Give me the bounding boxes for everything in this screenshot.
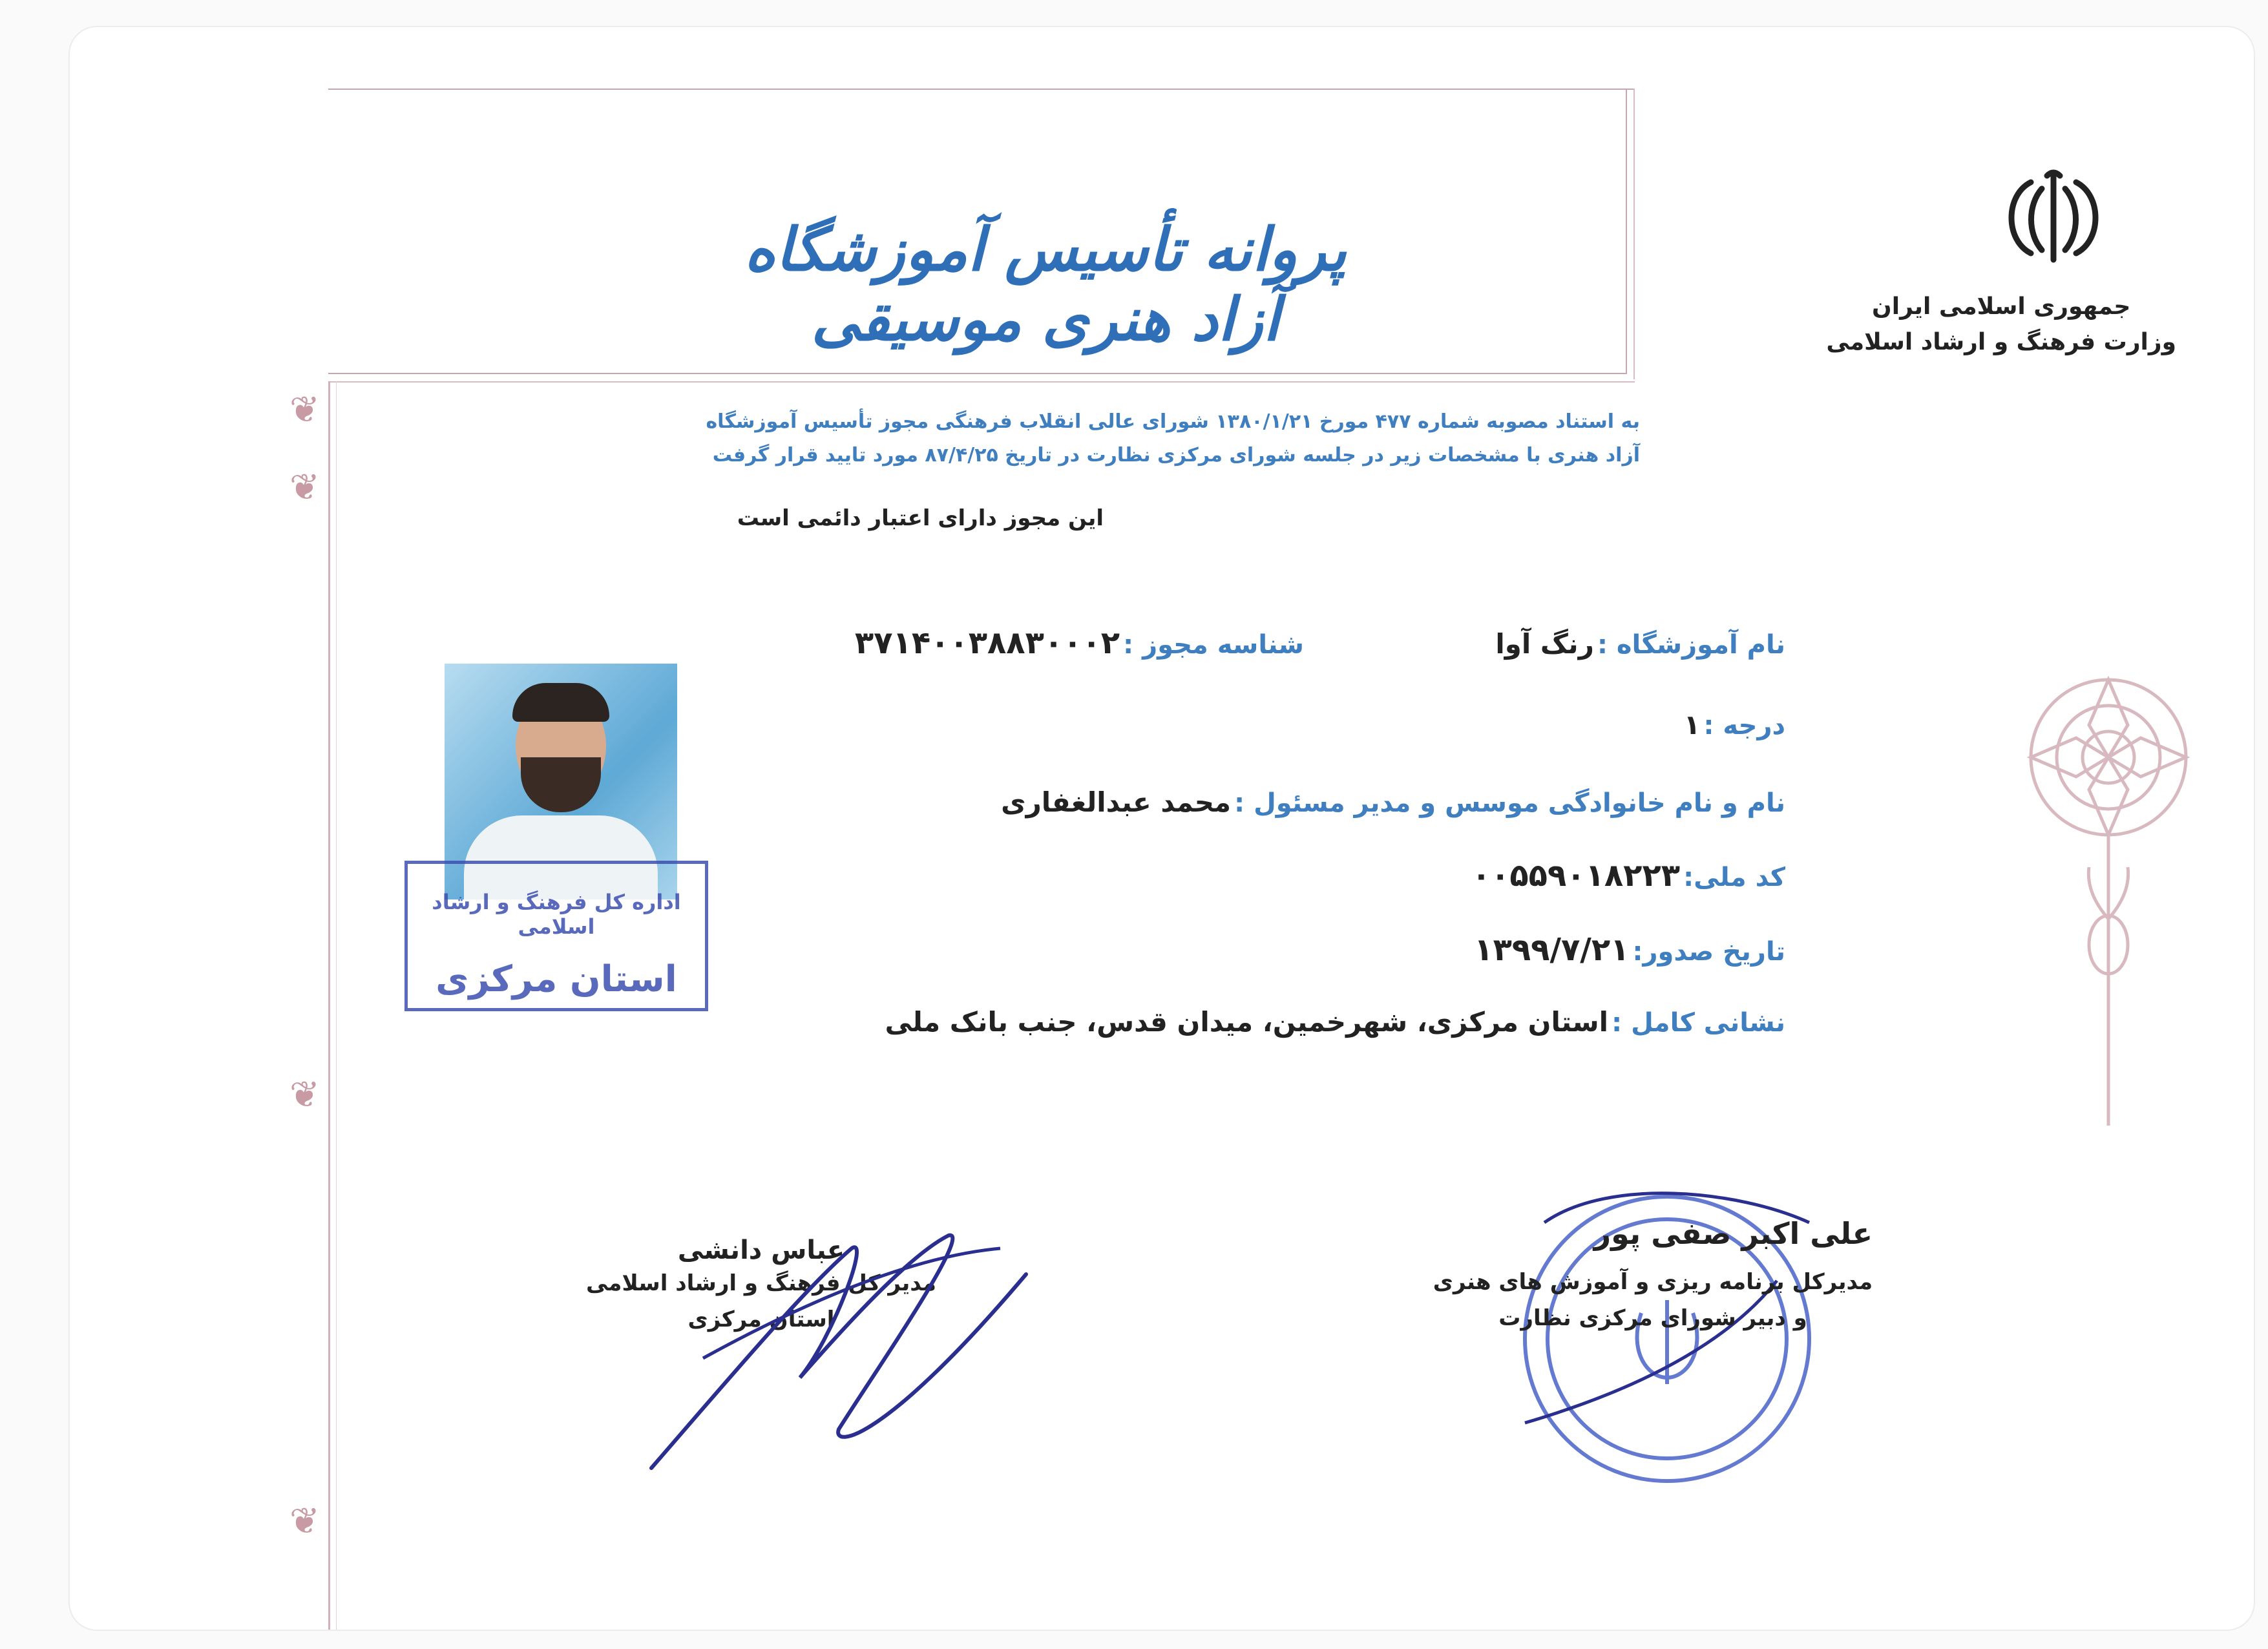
frame-ornament: ❦ [289,467,320,509]
license-id-label: شناسه مجوز : [1123,630,1304,660]
issue-date-field [1474,932,1785,968]
frame-line [328,381,330,1630]
frame-ornament: ❦ [289,1500,320,1542]
national-code-field [1472,857,1785,894]
national-code-label: کد ملی: [1683,863,1785,892]
frame-line [328,381,1635,383]
iran-emblem-icon [2002,169,2105,266]
certificate-title: پروانه تأسیس آموزشگاه آزاد هنری موسیقی [744,215,1347,354]
frame-ornament: ❦ [289,389,320,431]
right-signer-title: مدیرکل برنامه ریزی و آموزش های هنری [1433,1269,1873,1295]
grade-field [1684,709,1785,740]
school-name-label: نام آموزشگاه : [1597,630,1785,660]
license-id-field [855,625,1304,661]
left-signer-title: مدیر کل فرهنگ و ارشاد اسلامی [586,1270,936,1296]
frame-ornament: ❦ [289,1074,320,1116]
school-name-field [1495,628,1785,660]
national-code-value: ۰۰۵۵۹۰۱۸۲۲۳ [1471,857,1681,894]
frame-line [328,89,1633,90]
left-handwritten-signature [638,1210,1078,1487]
founder-label: نام و نام خانوادگی موسس و مدیر مسئول : [1234,788,1785,818]
address-label: نشانی کامل : [1612,1008,1785,1038]
issue-date-value: ۱۳۹۹/۷/۲۱ [1474,932,1630,968]
ministry-header [1826,289,2176,360]
left-signer-name: عباس دانشی [677,1235,845,1265]
ministry-line-2: وزارت فرهنگ و ارشاد اسلامی [1826,329,2176,355]
left-signer-province: استان مرکزی [688,1307,835,1332]
license-id-value: ۳۷۱۴۰۰۳۸۸۳۰۰۰۲ [854,625,1120,661]
founder-field [1001,786,1785,818]
issue-date-label: تاریخ صدور: [1632,937,1785,967]
grade-value: ۱ [1683,709,1701,740]
intro-paragraph [677,405,1640,472]
validity-note: این مجوز دارای اعتبار دائمی است [737,505,1104,531]
frame-line [328,373,1627,374]
frame-line [1626,89,1627,373]
office-stamp [404,861,708,1011]
decorative-ornament [2008,647,2209,1139]
right-signature-block [1362,1216,1944,1336]
address-value: استان مرکزی، شهرخمین، میدان قدس، جنب بانک ملی [885,1006,1609,1038]
intro-line-1: به استناد مصوبه شماره ۴۷۷ مورخ ۱۳۸۰/۱/۲۱ شورای عالی انقلاب فرهنگی مجوز تأسیس آموزشگاه [706,410,1640,433]
intro-line-2: آزاد هنری با مشخصات زیر در جلسه شورای مرکزی نظارت در تاریخ ۸۷/۴/۲۵ مورد تایید قرار گرفت [712,444,1640,467]
school-name-value: رنگ آوا [1495,628,1594,660]
certificate-paper [70,27,2254,1630]
grade-label: درجه : [1703,711,1785,740]
office-stamp-line-2: استان مرکزی [436,958,677,1000]
frame-line [336,381,337,1630]
right-signer-name: علی اکبر صفی پور [1593,1216,1873,1251]
address-field [885,1006,1785,1038]
right-signer-title-2: و دبیر شورای مرکزی نظارت [1498,1305,1807,1331]
office-stamp-line-1: اداره کل فرهنگ و ارشاد اسلامی [432,890,681,939]
frame-line [1633,89,1635,379]
ministry-line-1: جمهوری اسلامی ایران [1872,293,2131,320]
founder-value: محمد عبدالغفاری [1001,786,1232,818]
